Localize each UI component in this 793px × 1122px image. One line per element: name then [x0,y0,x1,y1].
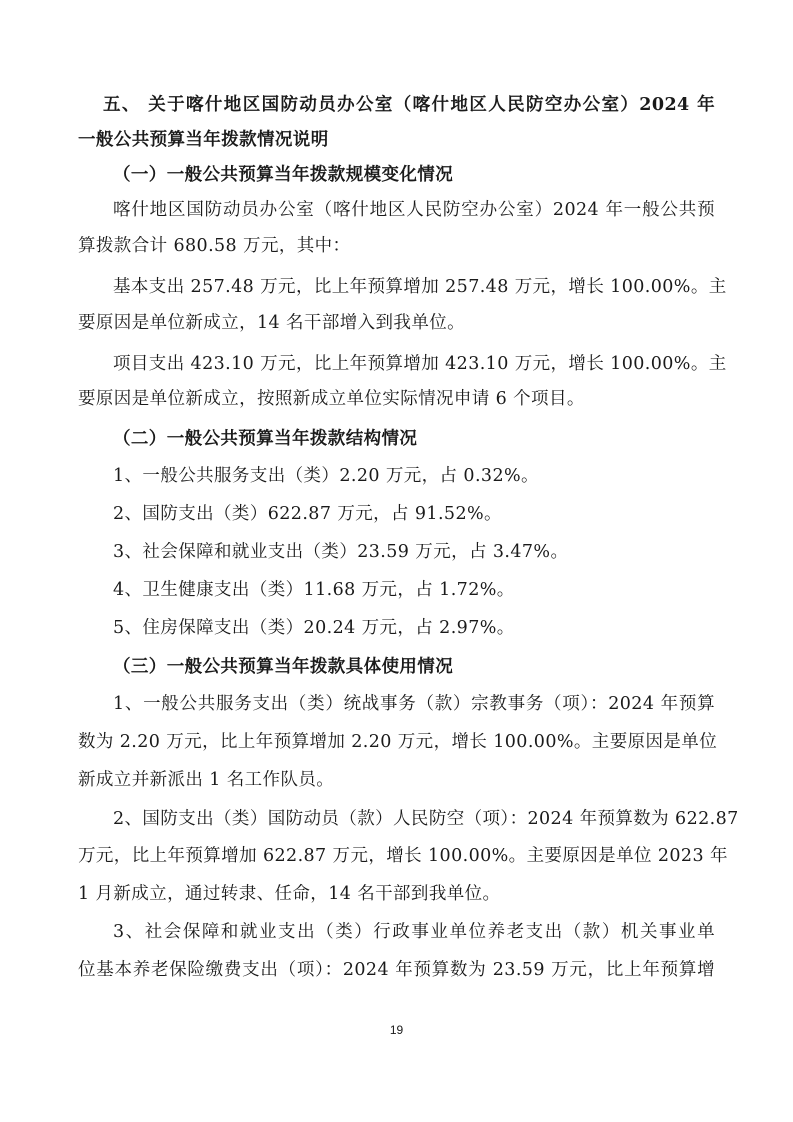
subsection-title-scale-change: （一）一般公共预算当年拨款规模变化情况 [113,165,454,185]
paragraph-defense-line-1: 2、国防支出（类）国防动员（款）人民防空（项）：2024 年预算数为 622.87 [113,809,739,829]
page-number: 19 [389,1023,404,1037]
paragraph-project-expense-line-2: 要原因是单位新成立，按照新成立单位实际情况申请 6 个项目。 [78,389,585,409]
list-item: 4、卫生健康支出（类）11.68 万元，占 1.72%。 [113,580,515,600]
paragraph-defense-line-3: 1 月新成立，通过转隶、任命，14 名干部到我单位。 [78,884,501,904]
paragraph-social-security-line-2: 位基本养老保险缴费支出（项）：2024 年预算数为 23.59 万元，比上年预算增 [78,960,715,980]
subsection-title-usage: （三）一般公共预算当年拨款具体使用情况 [113,657,454,677]
subsection-title-structure: （二）一般公共预算当年拨款结构情况 [113,429,418,449]
paragraph-public-service-line-1: 1、一般公共服务支出（类）统战事务（款）宗教事务（项）：2024 年预算 [113,694,715,714]
paragraph-project-expense-line-1: 项目支出 423.10 万元，比上年预算增加 423.10 万元，增长 100.00%。主 [113,354,727,374]
list-item: 3、社会保障和就业支出（类）23.59 万元，占 3.47%。 [113,542,569,562]
paragraph-basic-expense-line-1: 基本支出 257.48 万元，比上年预算增加 257.48 万元，增长 100.00%。主 [113,277,727,297]
section-heading-line-1: 五、 关于喀什地区国防动员办公室（喀什地区人民防空办公室）2024 年 [103,95,715,115]
paragraph-total-line-1: 喀什地区国防动员办公室（喀什地区人民防空办公室）2024 年一般公共预 [113,200,715,220]
paragraph-total-line-2: 算拨款合计 680.58 万元，其中： [78,236,351,256]
section-heading-line-2: 一般公共预算当年拨款情况说明 [78,130,329,150]
list-item: 2、国防支出（类）622.87 万元，占 91.52%。 [113,504,502,524]
paragraph-basic-expense-line-2: 要原因是单位新成立，14 名干部增入到我单位。 [78,313,466,333]
paragraph-defense-line-2: 万元，比上年预算增加 622.87 万元，增长 100.00%。主要原因是单位 2023 年 [78,846,728,866]
paragraph-public-service-line-2: 数为 2.20 万元，比上年预算增加 2.20 万元，增长 100.00%。主要原因是单位 [78,732,718,752]
list-item: 1、一般公共服务支出（类）2.20 万元，占 0.32%。 [113,466,539,486]
paragraph-public-service-line-3: 新成立并新派出 1 名工作队员。 [78,770,335,790]
paragraph-social-security-line-1: 3、社会保障和就业支出（类）行政事业单位养老支出（款）机关事业单 [113,922,715,942]
list-item: 5、住房保障支出（类）20.24 万元，占 2.97%。 [113,618,515,638]
